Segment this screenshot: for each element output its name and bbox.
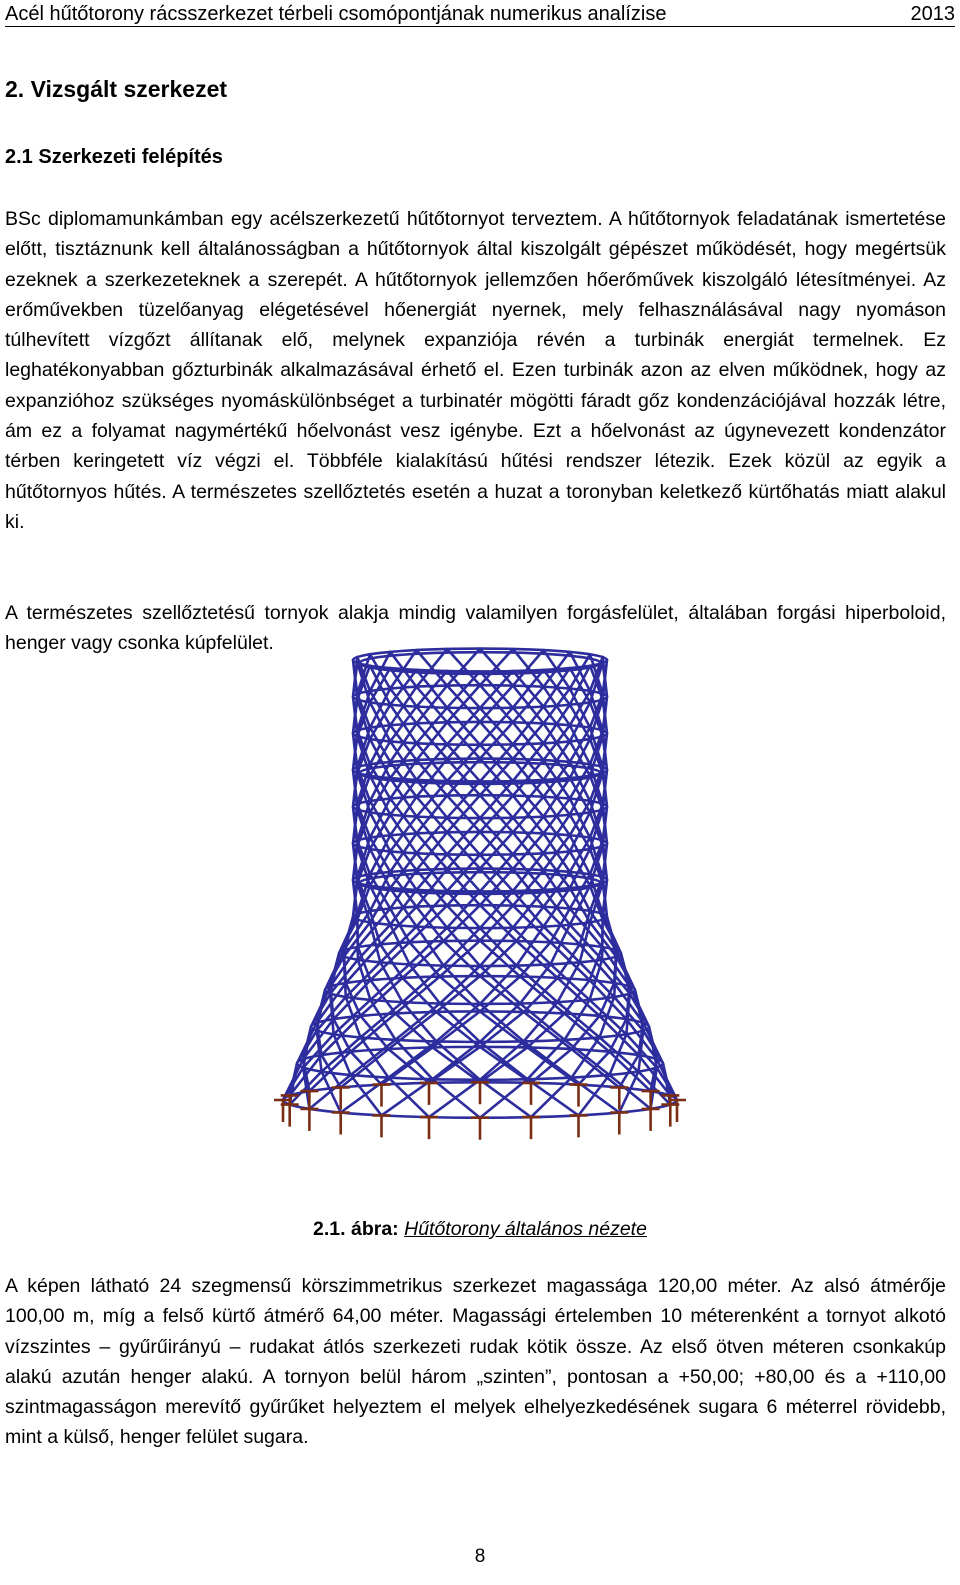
figure-caption <box>0 1218 960 1241</box>
running-header <box>5 2 955 27</box>
tower-ring <box>353 905 607 928</box>
tower-ring <box>353 685 607 708</box>
tower-ring <box>353 722 607 745</box>
header-year: 2013 <box>910 3 955 25</box>
tower-ring <box>339 941 621 966</box>
tower-rings <box>283 649 677 1118</box>
page-number: 8 <box>474 1546 486 1567</box>
tower-ring <box>353 832 607 855</box>
tower-ring <box>311 1011 649 1041</box>
figure-caption-text: Hűtőtorony általános nézete <box>404 1218 647 1240</box>
header-title: Acél hűtőtorony rácsszerkezet térbeli csomópontjának numerikus analízise <box>5 3 667 25</box>
description-paragraph: A képen látható 24 szegmensű körszimmetrikus szerkezet magassága 120,00 méter. Az alsó átmérője 100,00 m, míg a felső kürtő átmérő 64,00 méter. Magassági értelemben 10 méterenként a tornyot alkotó vízszintes – gyűrűirányú – rudakat átlós szerkezeti rudak kötik össze. Az első ötven méteren csonkakúp alakú azután henger alakú. A tornyon belül három „szinten”, pontosan a +50,00; +80,00 és a +110,00 szintmagasságon merevítő gyűrűket helyeztem el melyek elhelyezkedésének sugara 6 méterrel rövidebb, mint a külső, henger felület sugara. <box>5 1275 946 1449</box>
tower-ring <box>325 976 635 1004</box>
shape-paragraph: A természetes szellőztetésű tornyok alakja mindig valamilyen forgásfelület, általában forgási hiperboloid, henger vagy csonka kúpfelület. <box>5 602 946 655</box>
cooling-tower-figure <box>270 640 690 1180</box>
intro-paragraph: BSc diplomamunkámban egy acélszerkezetű hűtőtornyot terveztem. A hűtőtornyok feladatának ismertetése előtt, tisztáznunk kell általánosságban a hűtőtornyok által kiszolgált gépészet működését, hogy megértsük ezeknek a szerkezeteknek a szerepét. A hűtőtornyok jellemzően hőerőművek kiszolgáló létesítményei. Az erőművekben tüzelőanyag elégetésével hőenergiát nyernek, mely felhasználásával nagy nyomáson túlhevített vízgőzt állítanak elő, melynek expanziója révén a turbinák energiát termelnek. Ez leghatékonyabban gőzturbinák alkalmazásával érhető el. Ezen turbinák azon az elven működnek, hogy az expanzióhoz szükséges nyomáskülönbséget a turbinatér mögötti fáradt gőz kondenzációjával hozzák létre, ám ez a folyamat nagymértékű hőelvonást vesz igénybe. Ezt a hőelvonást az úgynevezett kondenzátor térben keringetett víz végzi el. Többféle kialakítású hűtési rendszer létezik. Ezek közül az egyik a hűtőtornyos hűtés. A természetes szellőztetés esetén a huzat a toronyban keletkező kürtőhatás miatt alakul ki. <box>5 208 946 533</box>
figure-number: 2.1. ábra: <box>313 1218 399 1240</box>
subsection-heading: 2.1 Szerkezeti felépítés <box>5 146 223 168</box>
tower-ring <box>297 1047 663 1080</box>
section-heading: 2. Vizsgált szerkezet <box>5 76 228 102</box>
tower-ring <box>353 795 607 818</box>
